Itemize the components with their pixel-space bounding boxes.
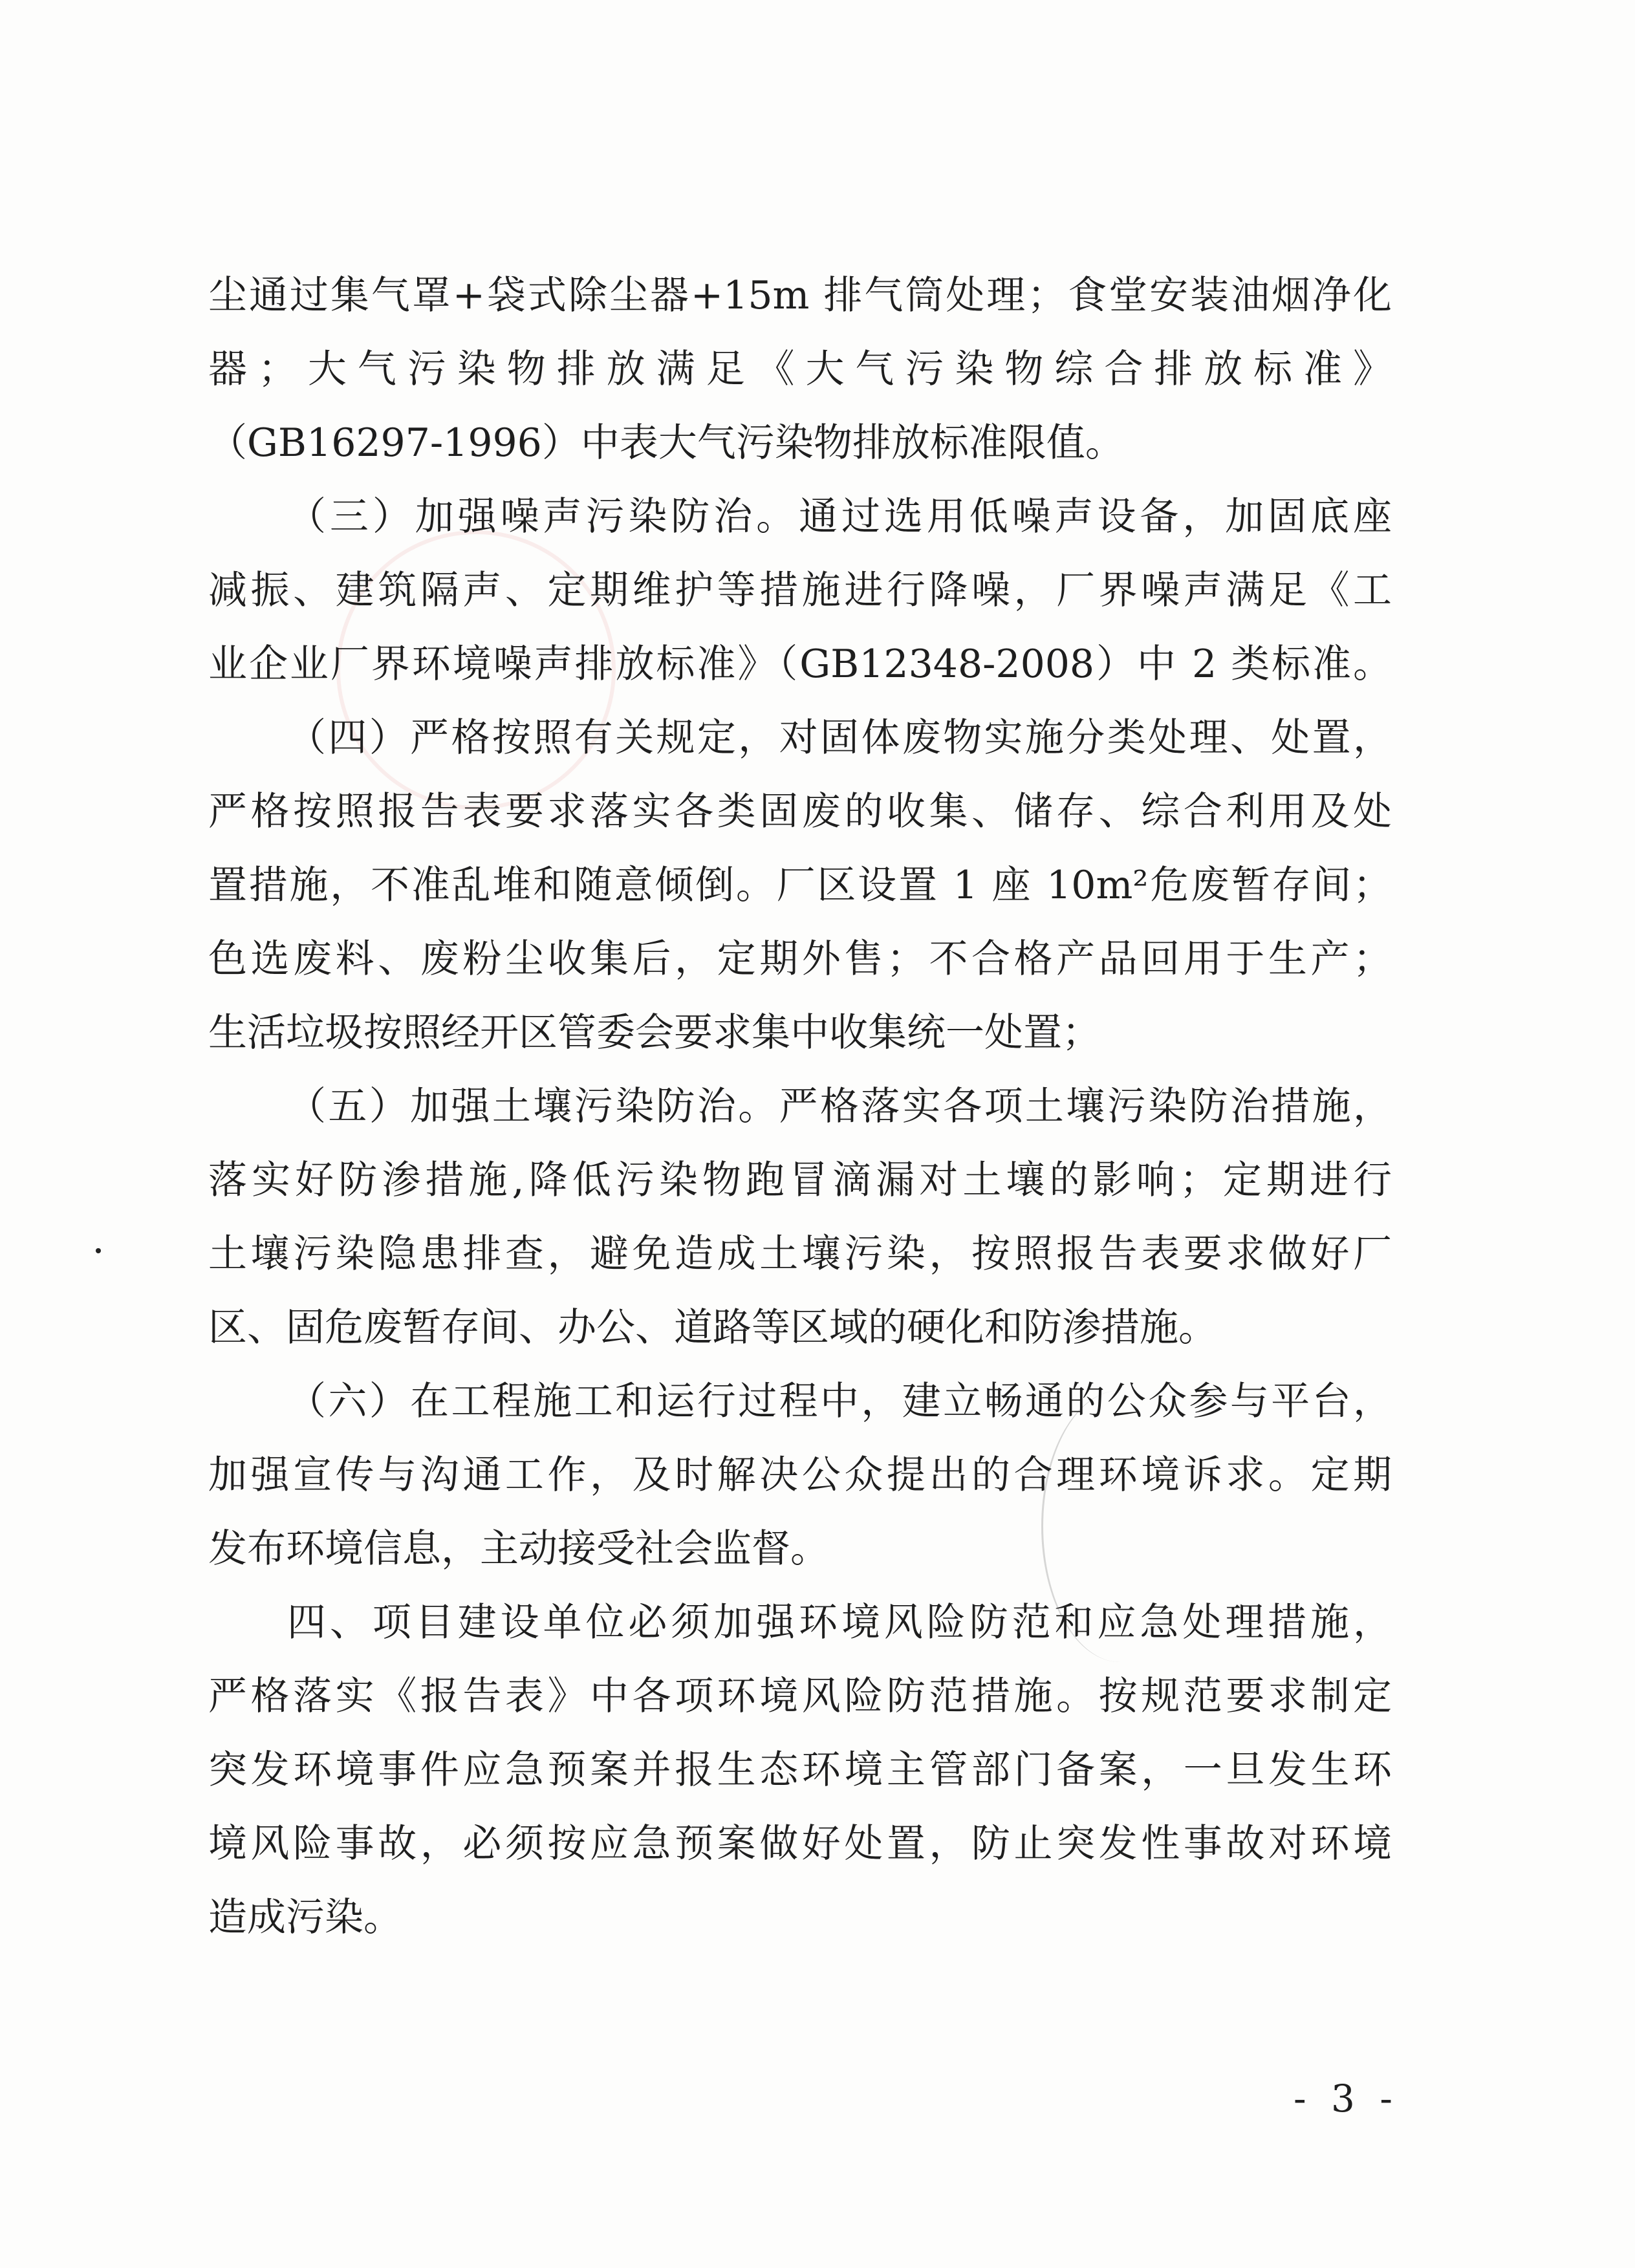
text-line: 生活垃圾按照经开区管委会要求集中收集统一处置； xyxy=(208,1010,1101,1055)
body-text xyxy=(208,259,1392,1954)
text-line: 减振、建筑隔声、定期维护等措施进行降噪，厂界噪声满足《工 xyxy=(208,568,1392,613)
text-line: 土壤污染隐患排查，避免造成土壤污染，按照报告表要求做好厂 xyxy=(208,1231,1392,1277)
text-line: （五）加强土壤污染防治。严格落实各项土壤污染防治措施， xyxy=(287,1084,1392,1129)
text-line: 加强宣传与沟通工作，及时解决公众提出的合理环境诉求。定期 xyxy=(208,1453,1392,1498)
text-line: 突发环境事件应急预案并报生态环境主管部门备案，一旦发生环 xyxy=(208,1747,1392,1793)
ink-speck xyxy=(96,1248,101,1253)
text-line: （三）加强噪声污染防治。通过选用低噪声设备，加固底座 xyxy=(287,494,1392,539)
text-line: （GB16297-1996）中表大气污染物排放标准限值。 xyxy=(208,420,1124,466)
text-line: 区、固危废暂存间、办公、道路等区域的硬化和防渗措施。 xyxy=(208,1305,1217,1350)
text-line: 四、项目建设单位必须加强环境风险防范和应急处理措施， xyxy=(287,1600,1392,1645)
page-number: - 3 - xyxy=(1294,2077,1399,2121)
text-line: 置措施，不准乱堆和随意倾倒。厂区设置 1 座 10m²危废暂存间； xyxy=(208,863,1392,908)
text-line: 发布环境信息，主动接受社会监督。 xyxy=(208,1526,829,1571)
text-line: 境风险事故，必须按应急预案做好处置，防止突发性事故对环境 xyxy=(208,1821,1392,1866)
text-line: 落实好防渗措施,降低污染物跑冒滴漏对土壤的影响；定期进行 xyxy=(208,1158,1392,1203)
text-line: （六）在工程施工和运行过程中，建立畅通的公众参与平台， xyxy=(287,1379,1392,1424)
text-line: 严格按照报告表要求落实各类固废的收集、储存、综合利用及处 xyxy=(208,789,1392,834)
text-line: 器；大气污染物排放满足《大气污染物综合排放标准》 xyxy=(208,347,1392,392)
text-line: 业企业厂界环境噪声排放标准》（GB12348-2008）中 2 类标准。 xyxy=(208,642,1392,687)
text-line: 尘通过集气罩+袋式除尘器+15m 排气筒处理；食堂安装油烟净化 xyxy=(208,273,1392,318)
text-line: 造成污染。 xyxy=(208,1895,402,1940)
text-line: 严格落实《报告表》中各项环境风险防范措施。按规范要求制定 xyxy=(208,1674,1392,1719)
text-line: 色选废料、废粉尘收集后，定期外售；不合格产品回用于生产； xyxy=(208,936,1392,982)
text-line: （四）严格按照有关规定，对固体废物实施分类处理、处置， xyxy=(287,715,1392,761)
